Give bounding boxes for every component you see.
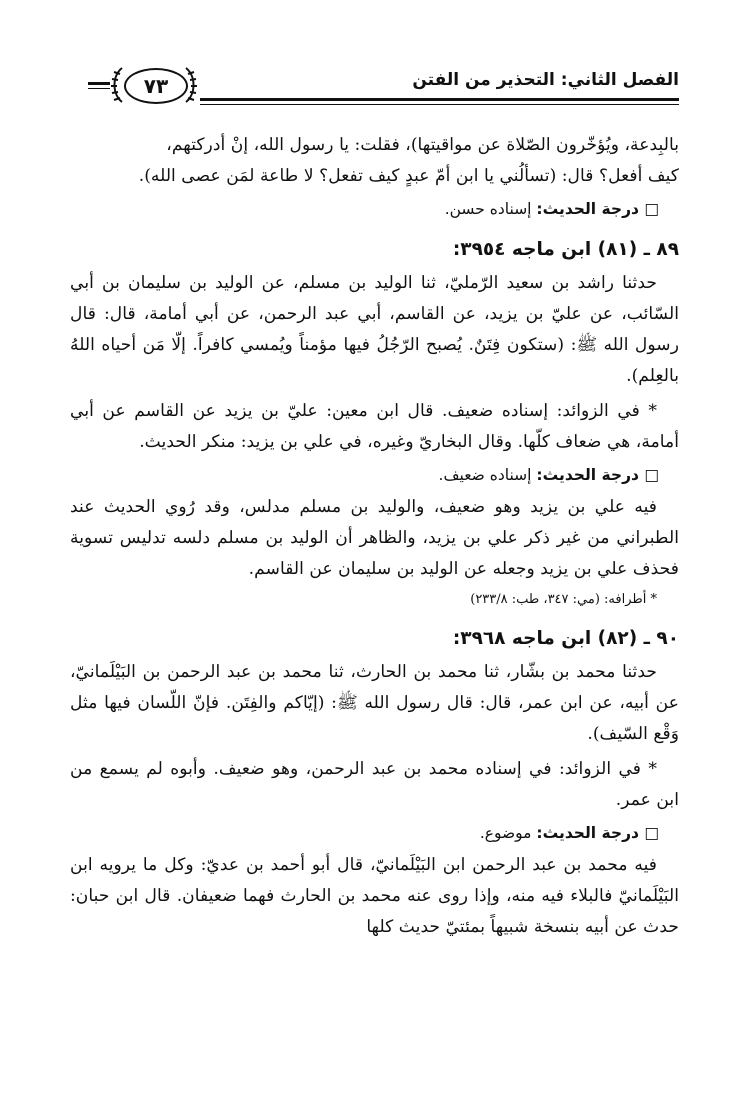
laurel-right-icon: [182, 66, 198, 104]
atraf-note: * أطرافه: (مي: ٣٤٧، طب: ٢٣٣/٨): [470, 592, 657, 607]
page-body: [70, 130, 679, 943]
grade-label: □ درجة الحديث:: [536, 824, 659, 842]
grade-value: إسناده ضعيف.: [438, 466, 532, 484]
hadith-grade: [70, 192, 659, 226]
commentary: فيه محمد بن عبد الرحمن ابن البَيْلَمانيّ، قال أبو أحمد بن عديّ: وكل ما يرويه ابن البَيْلَمانيّ فالبلاء فيه منه، وإذا روى عنه محمد بن الحارث فهما ضعيفان. قال ابن حبان: حدث عن أبيه بنسخة شبيهاً بمئتيّ حديث كلها: [70, 855, 679, 937]
grade-label: □ درجة الحديث:: [536, 466, 659, 484]
chapter-title: الفصل الثاني: التحذير من الفتن: [412, 70, 679, 90]
grade-value: موضوع.: [479, 824, 532, 842]
page-number: ٧٣: [124, 68, 188, 104]
header-rule: [200, 98, 679, 101]
hadith-heading: ٩٠ ـ (٨٢) ابن ماجه ٣٩٦٨:: [452, 628, 679, 649]
text-line: كيف أفعل؟ قال: (تسألُني يا ابن أمّ عبدٍ كيف تفعل؟ لا طاعة لمَن عصى الله).: [138, 166, 679, 186]
grade-value: إسناده حسن.: [444, 200, 532, 218]
badge-dash-thin: [88, 88, 110, 89]
hadith-heading: ٨٩ ـ (٨١) ابن ماجه ٣٩٥٤:: [452, 239, 679, 260]
zawaid-note: * في الزوائد: في إسناده محمد بن عبد الرحمن، وهو ضعيف. وأبوه لم يسمع من ابن عمر.: [70, 759, 679, 810]
grade-label: □ درجة الحديث:: [536, 200, 659, 218]
hadith-grade: [70, 816, 659, 850]
text-line: بالبِدعة، ويُؤخّرون الصّلاة عن مواقيتها)، فقلت: يا رسول الله، إنْ أدركتهم،: [166, 135, 679, 155]
header-rule-thin: [200, 104, 679, 105]
hadith-text: حدثنا راشد بن سعيد الرّمليّ، ثنا الوليد بن مسلم، عن الوليد بن سليمان بن أبي السّائب، عن عليّ بن يزيد، عن القاسم، أبي عبد الرحمن، عن أبي أمامة، قال: قال رسول الله ﷺ: (ستكون فِتَنٌ. يُصبح الرّجُلُ فيها مؤمناً ويُمسي كافراً. إلّا مَن أحياه اللهُ بالعِلم).: [70, 273, 679, 386]
zawaid-note: * في الزوائد: إسناده ضعيف. قال ابن معين: عليّ بن يزيد عن القاسم عن أبي أمامة، هي ضعاف كلّها. وقال البخاريّ وغيره، في علي بن يزيد: منكر الحديث.: [70, 401, 679, 452]
page-header: [88, 68, 679, 112]
page-number-badge: [112, 64, 196, 108]
commentary: فيه علي بن يزيد وهو ضعيف، والوليد بن مسلم مدلس، وقد رُوي الحديث عند الطبراني من غير ذكر علي بن يزيد، والظاهر أن الوليد بن مسلم دلسه تدليس تسوية فحذف علي بن يزيد وجعله عن الوليد بن سليمان عن القاسم.: [70, 497, 679, 579]
badge-dash: [88, 82, 110, 85]
hadith-text: حدثنا محمد بن بشّار، ثنا محمد بن الحارث، ثنا محمد بن عبد الرحمن بن البَيْلَمانيّ، عن أبيه، عن ابن عمر، قال: قال رسول الله ﷺ: (إيّاكم والفِتَن. فإنّ اللّسان فيها مثل وَقْع السّيف).: [70, 662, 679, 744]
hadith-grade: [70, 458, 659, 492]
